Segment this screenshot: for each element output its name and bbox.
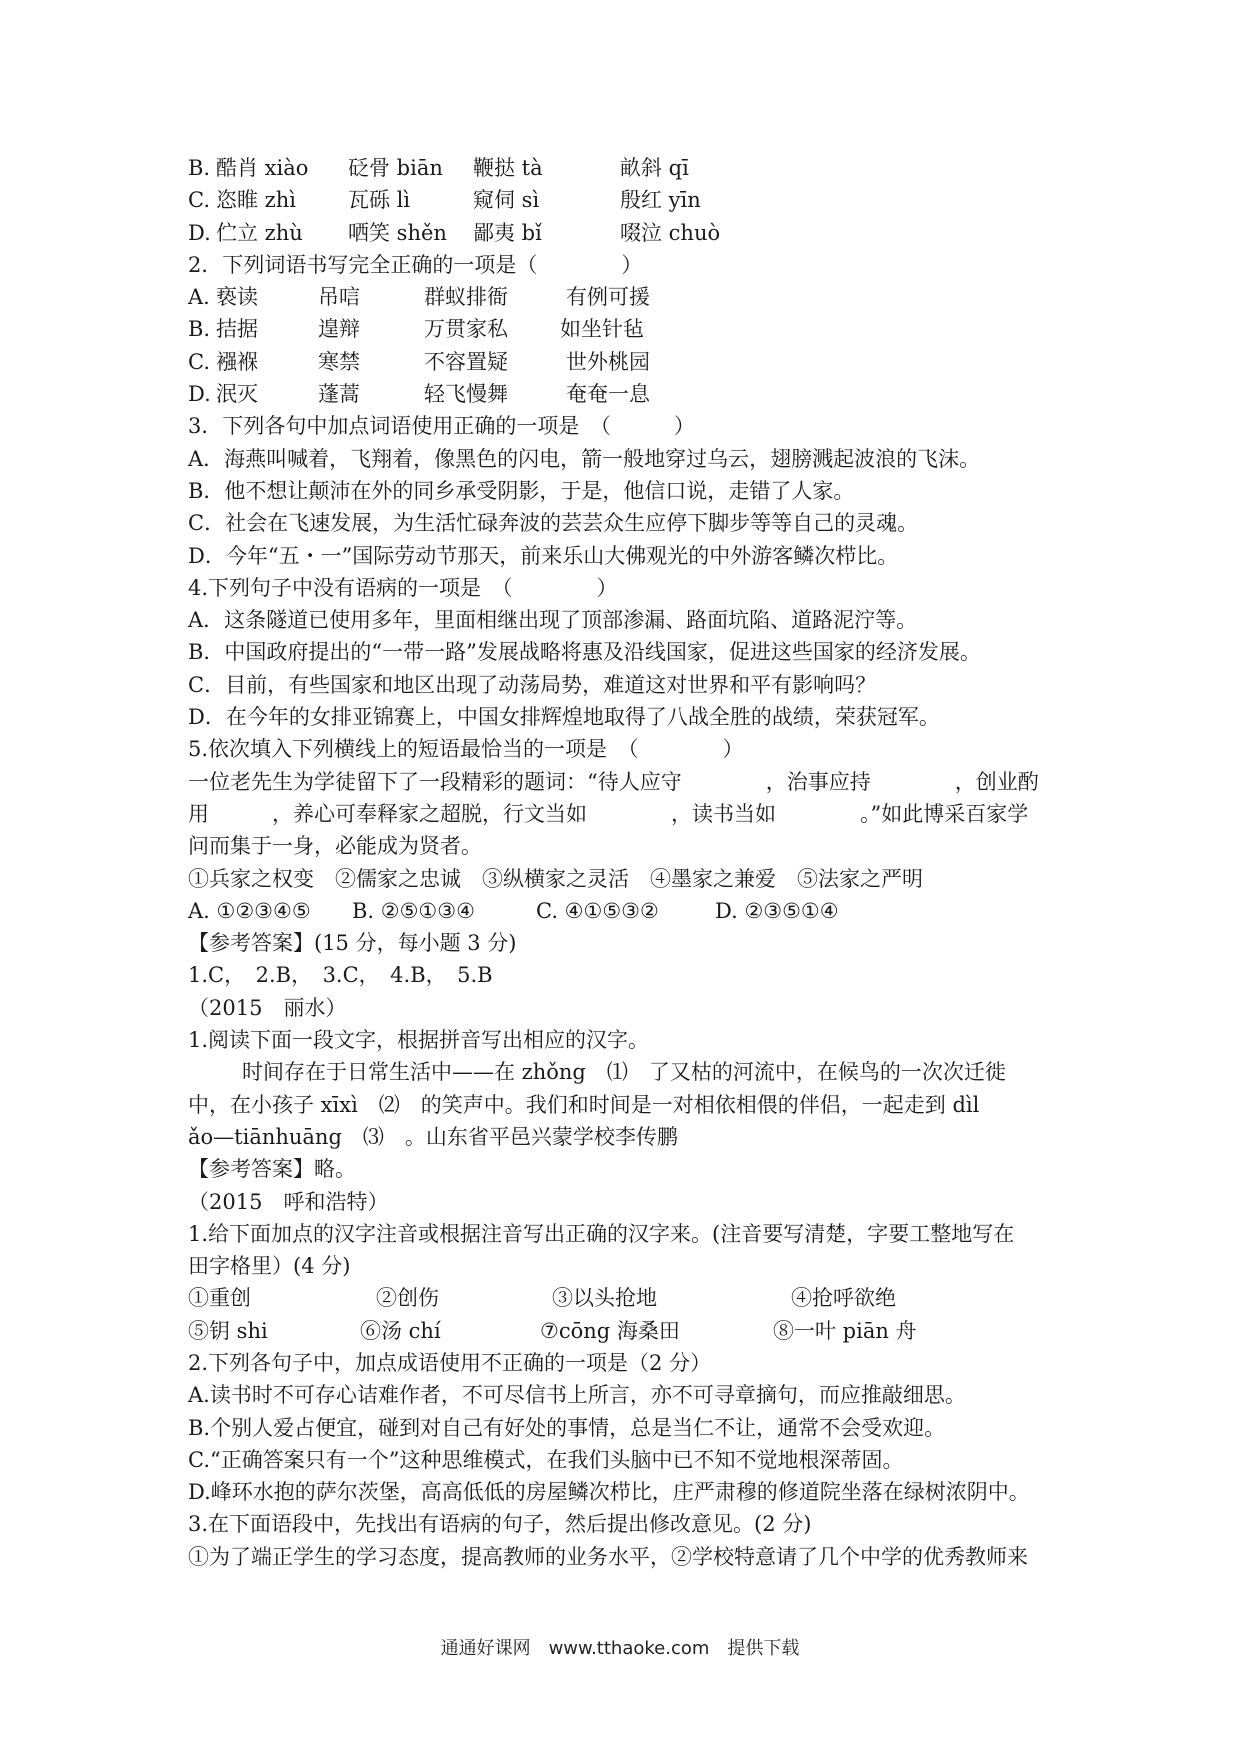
lishui-passage-line: 中，在小孩子 xīxì ⑵ 的笑声中。我们和时间是一对相依相偎的伴侣，一起走到 dìl xyxy=(188,1092,980,1117)
huhehaote-q2-option-d: D.峰环水抱的萨尔茨堡，高高低低的房屋鳞次栉比，庄严肃穆的修道院坐落在绿树浓阴中。 xyxy=(188,1480,1030,1505)
option-item: 伫立 zhù xyxy=(216,220,303,245)
q4-stem: 4.下列句子中没有语病的一项是 （ ） xyxy=(188,575,618,600)
huhehaote-q3-stem: 3.在下面语段中，先找出有语病的句子，然后提出修改意见。(2 分) xyxy=(188,1512,812,1537)
huhehaote-q2-option-a: A.读书时不可存心诘难作者，不可尽信书上所言，亦不可寻章摘句，而应推敲细思。 xyxy=(188,1383,966,1408)
q2-option-b xyxy=(188,313,1068,345)
item: ②创伤 xyxy=(376,1286,439,1311)
huhehaote-q2-option-c: C.“正确答案只有一个”这种思维模式，在我们头脑中已不知不觉地根深蒂固。 xyxy=(188,1447,904,1472)
q1-option-b xyxy=(188,152,1068,184)
option-item: 酷肖 xiào xyxy=(216,156,309,180)
huhehaote-q1-items xyxy=(188,1282,1068,1314)
option-item: D. ②③⑤①④ xyxy=(715,898,839,923)
item: ⑦cōng 海桑田 xyxy=(540,1318,680,1343)
option-item: 拮据 xyxy=(216,317,258,342)
option-item: 万贯家私 xyxy=(424,317,508,342)
q2-stem: 2．下列词语书写完全正确的一项是（ ） xyxy=(188,252,643,277)
option-item: 寒禁 xyxy=(318,349,360,374)
option-label: D. xyxy=(188,382,211,407)
option-label: B. xyxy=(188,317,211,342)
option-label: C. xyxy=(188,188,210,213)
q3-option-b: B．他不想让颠沛在外的同乡承受阴影，于是，他信口说，走错了人家。 xyxy=(188,478,855,503)
option-item: B. ②⑤①③④ xyxy=(352,898,475,923)
option-item: 世外桃园 xyxy=(566,349,650,374)
option-item: 襁褓 xyxy=(216,349,258,374)
q5-stem: 5.依次填入下列横线上的短语最恰当的一项是 （ ） xyxy=(188,737,744,762)
item: ⑧一叶 piān 舟 xyxy=(773,1318,917,1343)
item: ①重创 xyxy=(188,1286,251,1311)
lishui-q1-stem: 1.阅读下面一段文字，根据拼音写出相应的汉字。 xyxy=(188,1028,650,1053)
section-tag-huhehaote: （2015 呼和浩特） xyxy=(188,1189,389,1214)
huhehaote-q1-stem: 1.给下面加点的汉字注音或根据注音写出正确的汉字来。(注音要写清楚，字要工整地写在 xyxy=(188,1221,1015,1246)
huhehaote-q2-stem: 2.下列各句子中，加点成语使用不正确的一项是（2 分） xyxy=(188,1350,712,1375)
option-item: C. ④①⑤③② xyxy=(536,898,659,923)
huhehaote-q2-option-b: B.个别人爱占便宜，碰到对自己有好处的事情，总是当仁不让，通常不会受欢迎。 xyxy=(188,1415,946,1440)
q3-option-c: C．社会在飞速发展，为生活忙碌奔波的芸芸众生应停下脚步等等自己的灵魂。 xyxy=(188,511,919,536)
lishui-passage-line: 时间存在于日常生活中——在 zhǒng ⑴ 了又枯的河流中，在候鸟的一次次迁徙 xyxy=(242,1060,1006,1085)
option-item: 啜泣 chuò xyxy=(620,220,721,245)
q2-option-a xyxy=(188,281,1068,313)
q5-passage-line: 一位老先生为学徒留下了一段精彩的题词：“待人应守 ，治事应持 ，创业酌 xyxy=(188,769,1039,794)
item: ⑥汤 chí xyxy=(360,1318,441,1343)
item: ⑤钥 shi xyxy=(188,1318,268,1343)
document-page xyxy=(188,152,1068,1573)
option-item: 泯灭 xyxy=(216,382,258,407)
q2-option-d xyxy=(188,378,1068,410)
option-label: C. xyxy=(188,349,210,374)
q5-options xyxy=(188,895,1068,927)
q5-choices: ①兵家之权变 ②儒家之忠诚 ③纵横家之灵活 ④墨家之兼爱 ⑤法家之严明 xyxy=(188,866,923,891)
q4-option-b: B．中国政府提出的“一带一路”发展战略将惠及沿线国家，促进这些国家的经济发展。 xyxy=(188,640,981,665)
option-item: 如坐针毡 xyxy=(560,317,644,342)
option-item: 遑辩 xyxy=(318,317,360,342)
q3-option-d: D．今年“五・一”国际劳动节那天，前来乐山大佛观光的中外游客鳞次栉比。 xyxy=(188,543,899,568)
option-item: 蓬蒿 xyxy=(318,382,360,407)
option-item: 亵读 xyxy=(216,285,258,310)
option-item: 不容置疑 xyxy=(424,349,508,374)
huhehaote-q1-stem: 田字格里）(4 分) xyxy=(188,1254,351,1279)
q1-option-d xyxy=(188,217,1068,249)
option-item: 奄奄一息 xyxy=(566,382,650,407)
q5-passage-line: 问而集于一身，必能成为贤者。 xyxy=(188,834,482,859)
option-item: 哂笑 shěn xyxy=(348,220,447,245)
option-item: 恣睢 zhì xyxy=(216,188,296,213)
option-item: 鄙夷 bǐ xyxy=(473,220,542,245)
q1-option-c xyxy=(188,184,1068,216)
page-footer: 通通好课网 www.tthaoke.com 提供下载 xyxy=(440,1638,800,1659)
option-item: 轻飞慢舞 xyxy=(424,382,508,407)
option-item: 砭骨 biān xyxy=(348,156,443,180)
option-item: 有例可援 xyxy=(566,285,650,310)
option-item: A. ①②③④⑤ xyxy=(188,898,311,923)
answer-values: 1.C， 2.B， 3.C， 4.B， 5.B xyxy=(188,963,493,988)
item: ④抢呼欲绝 xyxy=(791,1286,896,1311)
huhehaote-q1-items xyxy=(188,1315,1068,1347)
q4-option-d: D．在今年的女排亚锦赛上，中国女排辉煌地取得了八战全胜的战绩，荣获冠军。 xyxy=(188,705,940,730)
q3-option-a: A．海燕叫喊着，飞翔着，像黑色的闪电，箭一般地穿过乌云，翅膀溅起波浪的飞沫。 xyxy=(188,446,981,471)
option-item: 鞭挞 tà xyxy=(473,156,543,180)
option-item: 瓦砾 lì xyxy=(348,188,411,213)
option-item: 窥伺 sì xyxy=(473,188,540,213)
option-item: 吊唁 xyxy=(318,285,360,310)
q2-option-c xyxy=(188,346,1068,378)
lishui-answer: 【参考答案】略。 xyxy=(188,1157,356,1182)
item: ③以头抢地 xyxy=(552,1286,657,1311)
option-label: A. xyxy=(188,285,210,310)
section-tag-lishui: （2015 丽水） xyxy=(188,995,347,1020)
q4-option-a: A．这条隧道已使用多年，里面相继出现了顶部渗漏、路面坑陷、道路泥泞等。 xyxy=(188,608,918,633)
q3-stem: 3．下列各句中加点词语使用正确的一项是 （ ） xyxy=(188,414,695,439)
q5-passage-line: 用 ，养心可奉释家之超脱，行文当如 ，读书当如 。”如此博采百家学 xyxy=(188,801,1029,826)
huhehaote-q3-text: ①为了端正学生的学习态度，提高教师的业务水平，②学校特意请了几个中学的优秀教师来 xyxy=(188,1544,1028,1569)
answer-heading: 【参考答案】(15 分，每小题 3 分) xyxy=(188,931,517,956)
option-item: 畝斜 qī xyxy=(620,156,689,180)
option-item: 殷红 yīn xyxy=(620,188,701,213)
option-label: D. xyxy=(188,220,211,245)
option-label: B. xyxy=(188,156,211,180)
lishui-passage-line: ǎo—tiānhuāng ⑶ 。山东省平邑兴蒙学校李传鹏 xyxy=(188,1124,678,1149)
option-item: 群蚁排衙 xyxy=(424,285,508,310)
q4-option-c: C．目前，有些国家和地区出现了动荡局势，难道这对世界和平有影响吗？ xyxy=(188,672,877,697)
